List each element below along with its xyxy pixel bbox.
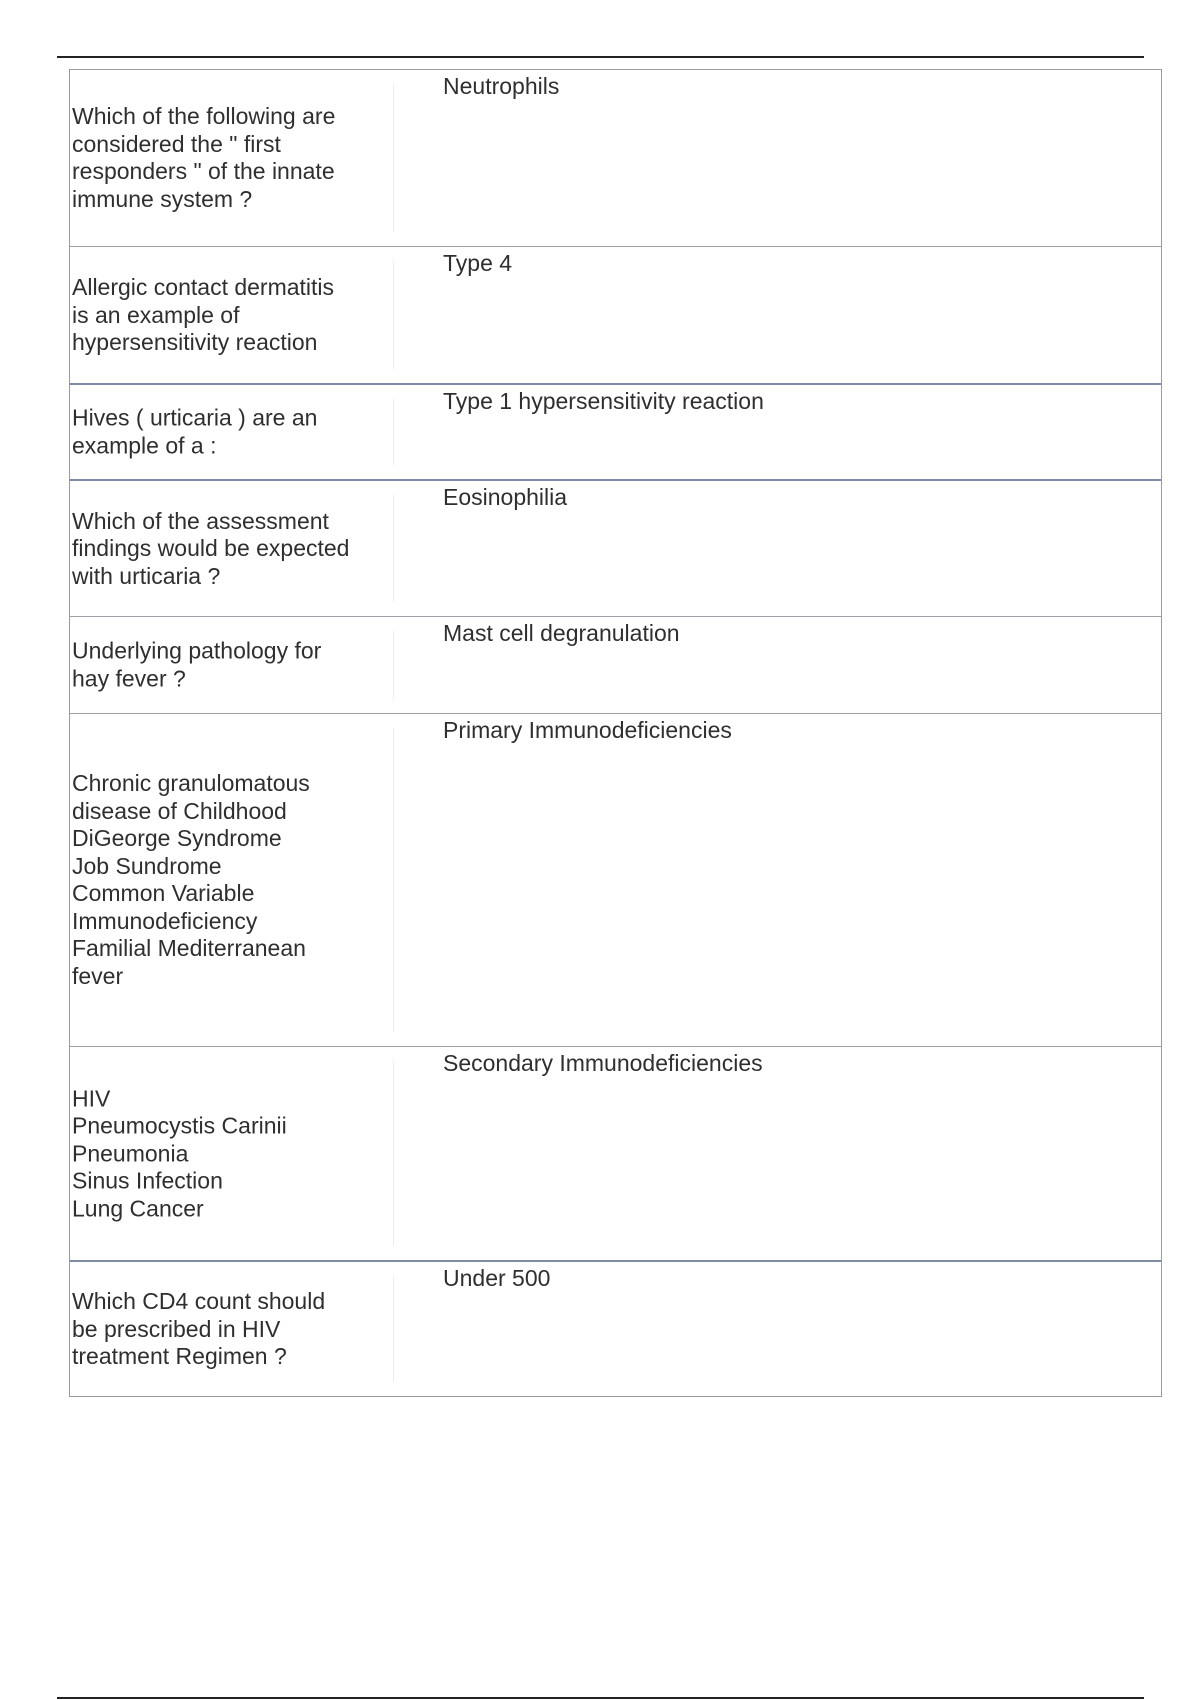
flashcard-row: [70, 616, 1161, 713]
column-divider: [393, 261, 394, 369]
card-definition: Primary Immunodeficiencies: [443, 717, 732, 743]
card-term: Hives ( urticaria ) are an example of a :: [72, 404, 318, 458]
card-term: Allergic contact dermatitis is an example of hypersensitivity reaction: [72, 273, 335, 355]
card-term: Which of the following are considered the " first responders " of the innate immune system ?: [72, 103, 336, 212]
card-definition: Type 4: [443, 250, 513, 276]
column-divider: [393, 84, 394, 232]
card-definition: Secondary Immunodeficiencies: [443, 1050, 763, 1076]
flashcard-row: [70, 1046, 1161, 1260]
card-definition: Eosinophilia: [443, 484, 568, 510]
column-divider: [393, 631, 394, 699]
column-divider: [393, 728, 394, 1032]
card-definition: Mast cell degranulation: [443, 620, 680, 646]
header-rule: [57, 56, 1144, 58]
card-term: Chronic granulomatous disease of Childhood DiGeorge Syndrome Job Sundrome Common Variable Immunodeficiency Familial Mediterranean fever: [72, 770, 310, 989]
card-term: Underlying pathology for hay fever ?: [72, 637, 322, 691]
footer-rule: [57, 1697, 1144, 1699]
flashcard-table: [69, 69, 1162, 1397]
flashcard-row: [70, 70, 1161, 246]
card-definition: Under 500: [443, 1265, 551, 1291]
column-divider: [393, 495, 394, 602]
flashcard-row: [70, 713, 1161, 1046]
column-divider: [393, 1276, 394, 1382]
column-divider: [393, 399, 394, 465]
flashcard-row: [70, 246, 1161, 383]
column-divider: [393, 1061, 394, 1246]
card-term: Which of the assessment findings would be expected with urticaria ?: [72, 507, 350, 589]
flashcard-row: [70, 383, 1161, 479]
card-term: HIV Pneumocystis Carinii Pneumonia Sinus Infection Lung Cancer: [72, 1084, 287, 1221]
flashcard-row: [70, 1260, 1161, 1396]
flashcard-row: [70, 479, 1161, 616]
card-definition: Type 1 hypersensitivity reaction: [443, 388, 764, 414]
card-definition: Neutrophils: [443, 73, 560, 99]
card-term: Which CD4 count should be prescribed in HIV treatment Regimen ?: [72, 1287, 326, 1369]
